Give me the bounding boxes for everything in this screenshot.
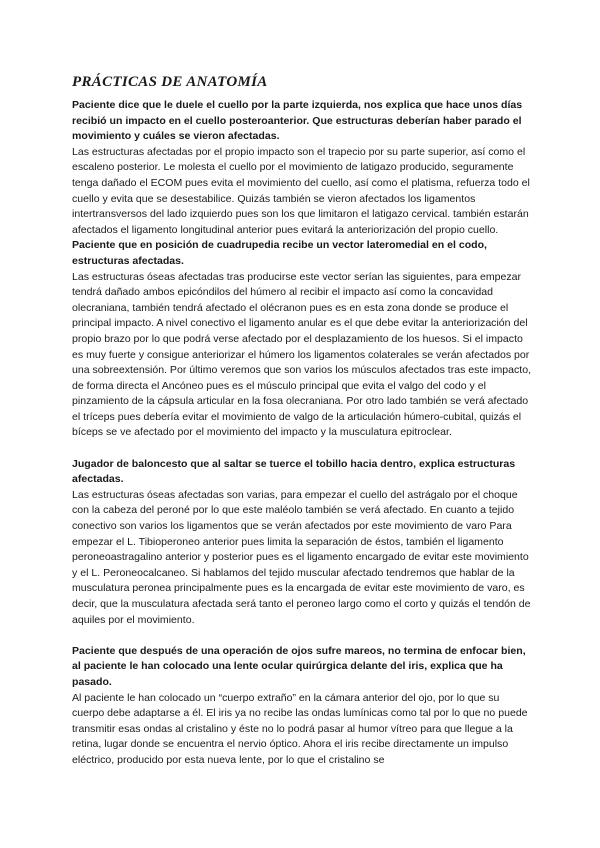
document-page <box>72 72 532 769</box>
question-neck: Paciente dice que le duele el cuello por la parte izquierda, nos explica que hace unos días recibió un impacto en el cuello posteroanterior. Que estructuras deberían haber parado el movimiento y cuáles se vieron afectadas. <box>72 99 523 143</box>
page-title: PRÁCTICAS DE ANATOMÍA <box>72 74 268 90</box>
answer-eye: Al paciente le han colocado un “cuerpo extraño” en la cámara anterior del ojo, por lo que su cuerpo debe adaptarse a él. El iris ya no recibe las ondas lumínicas como tal por lo que no puede transmitir esas ondas al cristalino y éste no lo podrá pasar al humor vítreo para que llegue a la retina, lugar donde se encuentra el nervio óptico. Ahora el iris recibe directamente un impulso eléctrico, producido por esta nueva lente, por lo que el cristalino se <box>72 691 528 766</box>
question-eye: Paciente que después de una operación de ojos sufre mareos, no termina de enfocar bien, al paciente le han colocado una lente ocular quirúrgica delante del iris, explica que ha pasado. <box>72 644 526 688</box>
question-elbow: Paciente que en posición de cuadrupedia recibe un vector lateromedial en el codo, estructuras afectadas. <box>72 239 487 267</box>
answer-elbow: Las estructuras óseas afectadas tras producirse este vector serían las siguientes, para empezar tendrá dañado ambos epicóndilos del húmero al recibir el impacto así como la concavidad olecraniana, también tendrá afectado el olécranon pues es en esta zona donde se produce el principal impacto. A nivel conectivo el ligamento anular es el que debe evitar la anteriorización del propio brazo por lo que podrá verse afectado por el desplazamiento de los huesos. Si el impacto es muy fuerte y consigue anteriorizar el húmero los ligamentos colaterales se verán afectados por una sobreextensión. Por último veremos que son varios los músculos afectados tras este impacto, de forma directa el Ancóneo pues es el músculo principal que evita el valgo del codo y el pinzamiento de la cápsula articular en la fosa olecraniana. Por otro lado también se verá afectado el tríceps pues debería evitar el movimiento de valgo de la articulación húmero-cubital, quizás el bíceps se ve afectado por el movimiento del impacto y la musculatura epitroclear. <box>72 270 532 439</box>
answer-ankle: Las estructuras óseas afectadas son varias, para empezar el cuello del astrágalo por el choque con la cabeza del peroné por lo que este maléolo también se verá afectado. En cuanto a tejido conectivo son varios los ligamentos que se verán afectados por este movimiento de varo Para empezar el L. Tibioperoneo anterior pues limita la separación de éstos, también el ligamento peroneoastragalino anterior y posterior pues es el ligamento encargado de evitar este movimiento y el L. Peroneocalcaneo. Si hablamos del tejido muscular afectado tendremos que hablar de la musculatura peronea principalmente pues es la encargada de evitar este movimiento de varo, es decir, que la musculatura afectada será tanto el peroneo largo como el corto y quizás el tendón de aquiles por el movimiento. <box>72 488 531 626</box>
answer-neck: Las estructuras afectadas por el propio impacto son el trapecio por su parte superior, así como el escaleno posterior. Le molesta el cuello por el movimiento de latigazo producido, seguramente tenga dañado el ECOM pues evita el movimiento del cuello, así como el platisma, refuerza todo el cuello y evita que se desestabilice. Quizás también se vieron afectados los ligamentos intertransversos del lado izquierdo pues son los que limitaron el latigazo cervical. también estarán afectados el ligamento longitudinal anterior pues evitará la anteriorización del propio cuello. <box>72 145 530 236</box>
paragraph-spacer <box>72 628 532 644</box>
question-ankle: Jugador de baloncesto que al saltar se tuerce el tobillo hacia dentro, explica estructuras afectadas. <box>72 457 516 486</box>
paragraph-spacer <box>72 441 532 457</box>
